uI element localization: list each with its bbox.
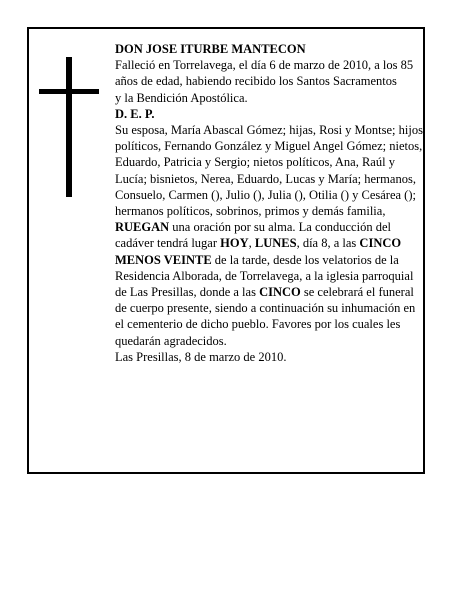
- lunes-word: LUNES: [254, 236, 297, 251]
- family-list: Su esposa, María Abascal Gómez; hijas, Rosi y Montse; hijos políticos, Fernando González y Miguel Angel Gómez; nietos, Eduardo, Patricia y Sergio; nietos políticos, Ana, Raúl y Lucía; bisnietos, Nerea, Eduardo, Lucas y María; hermanos, Consuelo, Carmen (), Julio (), Julia (), Otilia () y Cesárea (); hermanos políticos, sobrinos, primos y demás familia,: [115, 123, 423, 219]
- cross-vertical-bar: [66, 57, 72, 197]
- obituary-notice: [27, 27, 425, 474]
- cinco-word: CINCO: [259, 285, 301, 300]
- ruegan-word: RUEGAN: [115, 220, 170, 235]
- ruegan-text: una oración por su alma. La conducción del cadáver tendrá lugar: [115, 220, 391, 251]
- hoy-word: HOY: [220, 236, 249, 251]
- final-text: se celebrará el funeral de cuerpo presente, siendo a continuación su inhumación en el cementerio de dicho pueblo. Favores por los cuales les quedarán agradecidos.: [115, 285, 416, 348]
- cross-horizontal-bar: [39, 89, 99, 94]
- rest-in-peace: D. E. P.: [115, 106, 155, 121]
- comma-separator: ,: [248, 236, 255, 251]
- time-bold: CINCO MENOS VEINTE: [115, 236, 402, 267]
- place-date: Las Presillas, 8 de marzo de 2010.: [115, 349, 287, 364]
- service-details: [115, 219, 423, 349]
- route-text: de la tarde, desde los velatorios de la Residencia Alborada, de Torrelavega, a la iglesia parroquial de Las Presillas, donde a las: [115, 252, 414, 300]
- latin-cross-icon: [39, 57, 99, 197]
- blessing-line: y la Bendición Apostólica.: [115, 90, 248, 105]
- day-text: , día 8, a las: [296, 236, 360, 251]
- death-details: Falleció en Torrelavega, el día 6 de marzo de 2010, a los 85 años de edad, habiendo recibido los Santos Sacramentos: [115, 58, 414, 89]
- deceased-name: DON JOSE ITURBE MANTECON: [115, 42, 306, 56]
- notice-body: [115, 41, 423, 365]
